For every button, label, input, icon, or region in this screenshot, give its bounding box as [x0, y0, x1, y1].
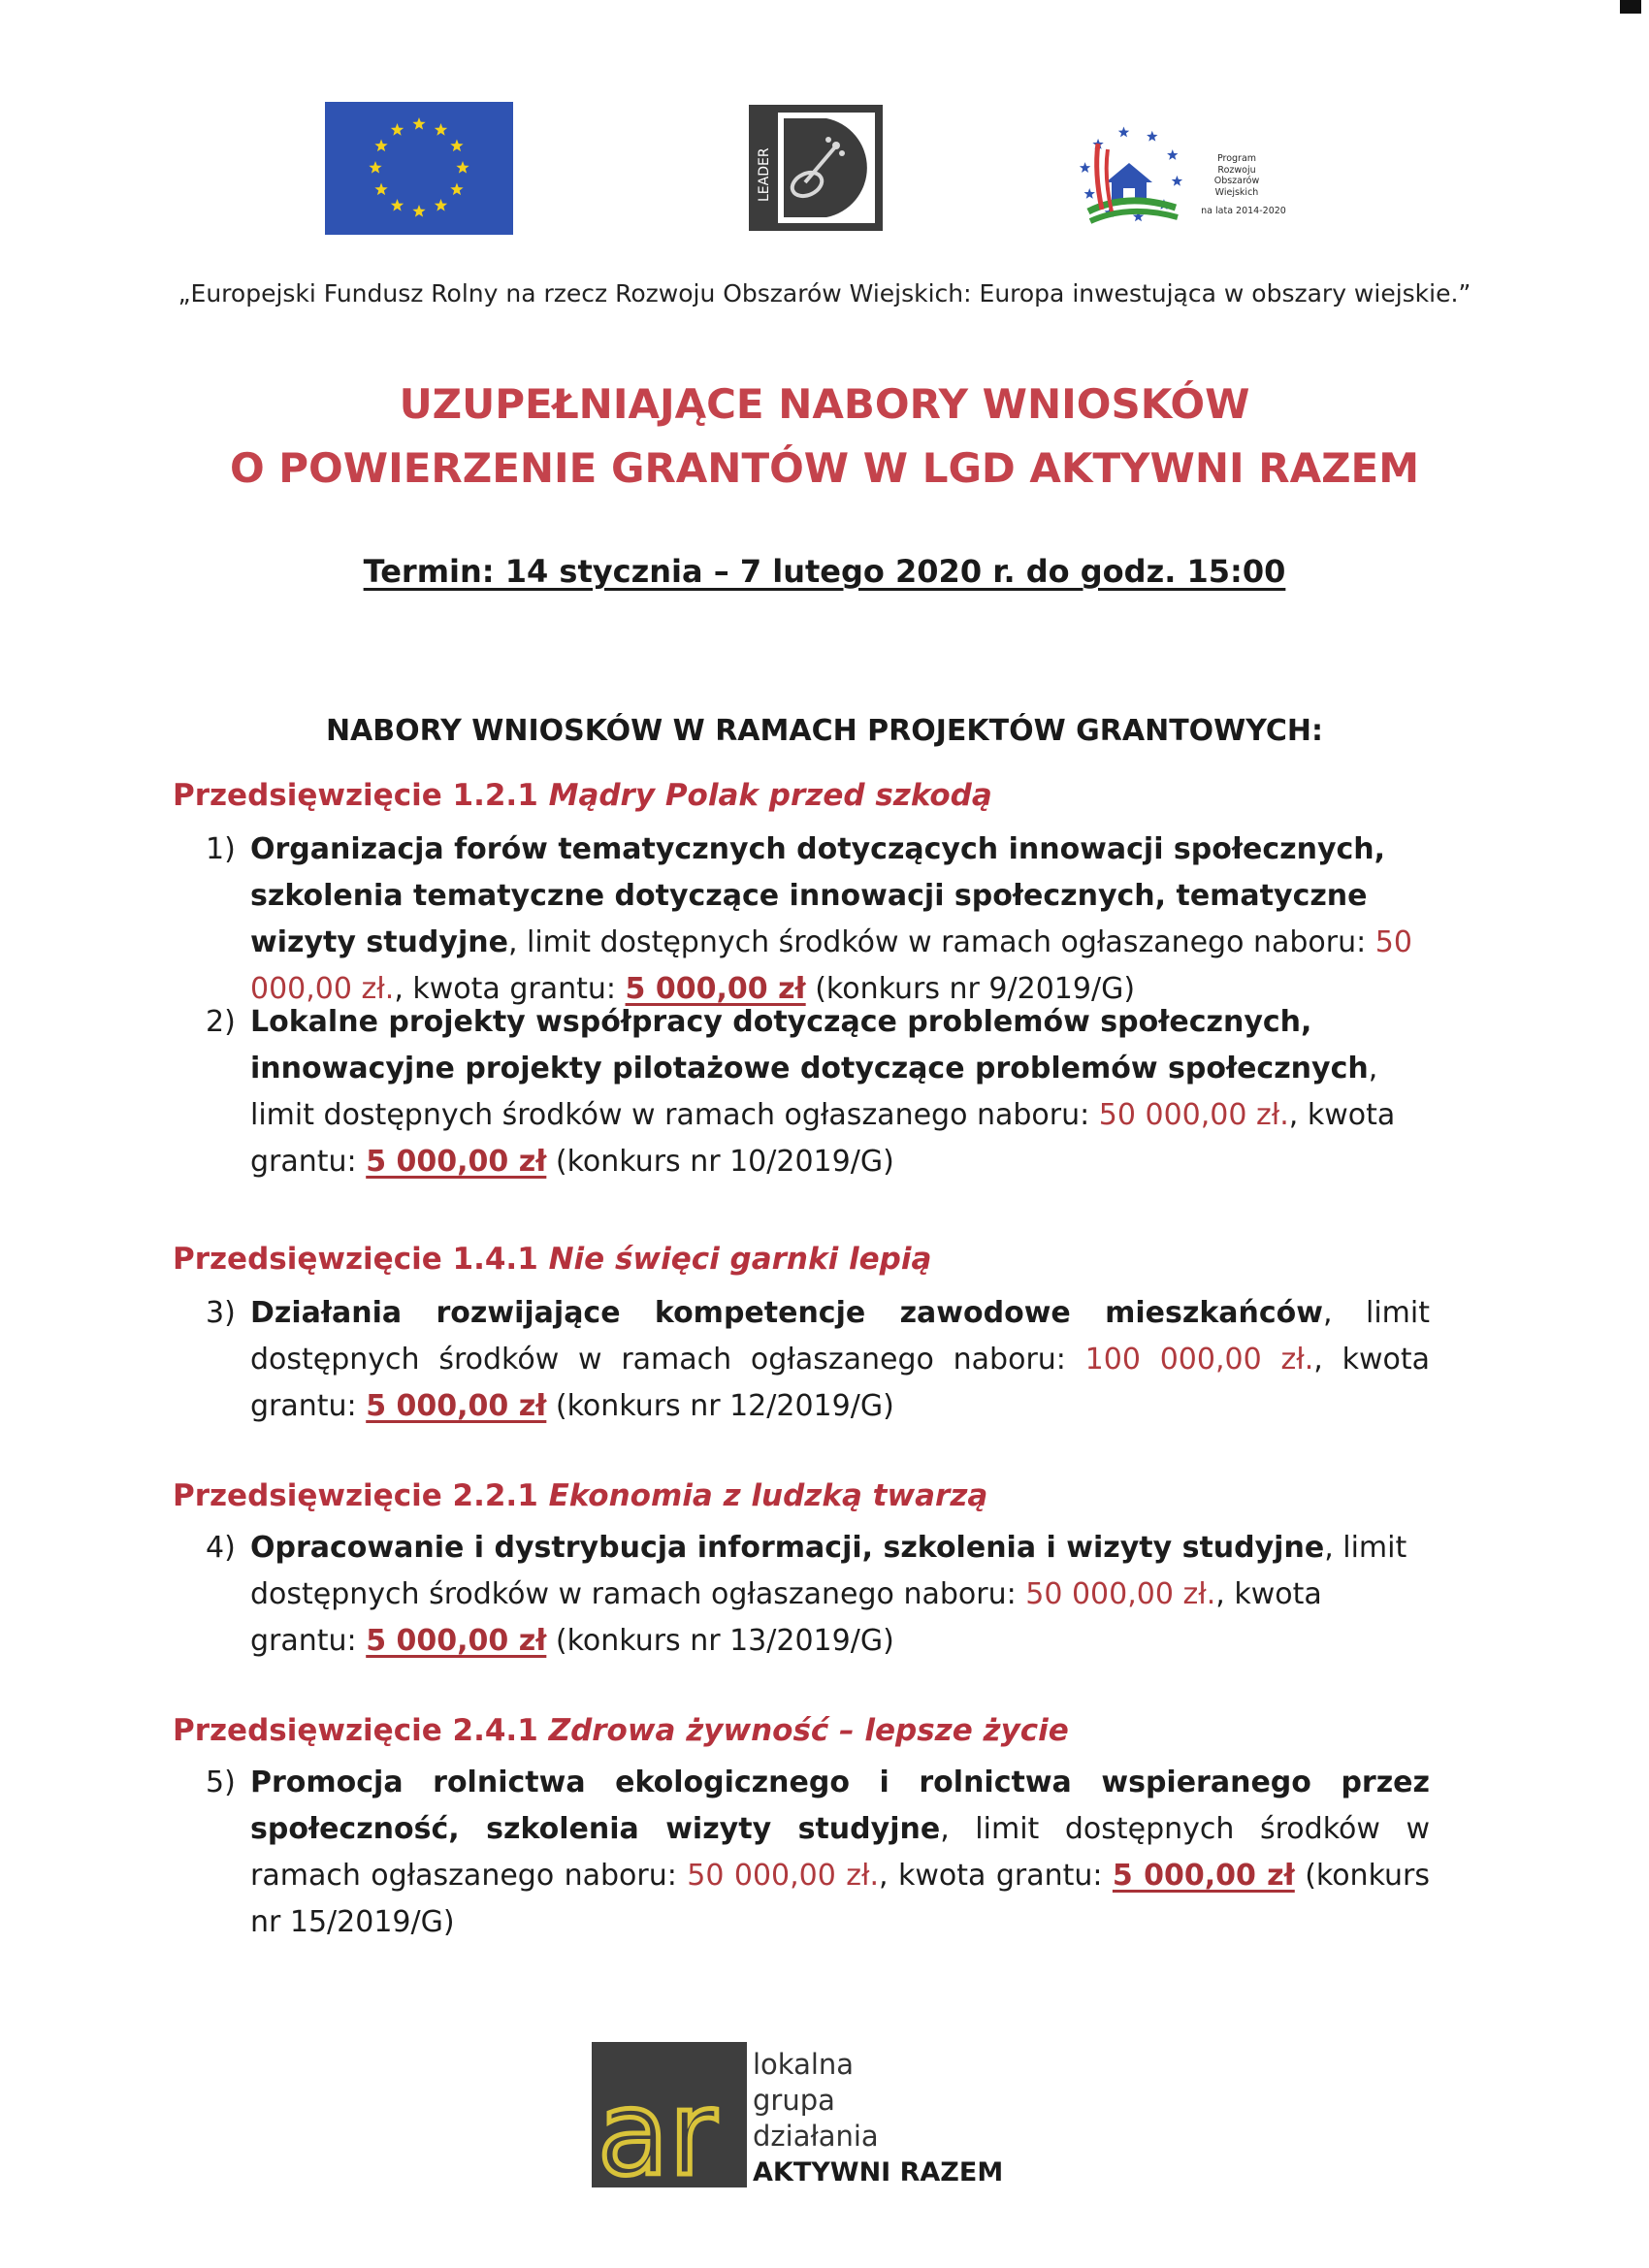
item-grant-text: , kwota grantu:: [250, 1577, 1322, 1658]
item-grant-amount: 5 000,00 zł: [625, 972, 806, 1006]
item-grant-amount: 5 000,00 zł: [1112, 1859, 1295, 1893]
undertaking-heading: [173, 778, 992, 813]
item-grant-amount: 5 000,00 zł: [366, 1624, 547, 1658]
lgd-text-line: działania: [753, 2120, 879, 2153]
section-heading: NABORY WNIOSKÓW W RAMACH PROJEKTÓW GRANTOWYCH:: [325, 714, 1324, 748]
prow-program-text: [1193, 153, 1280, 198]
item-title: Lokalne projekty współpracy dotyczące problemów społecznych, innowacyjne projekty pilotażowe dotyczące problemów społecznych: [250, 1005, 1369, 1085]
item-title: Działania rozwijające kompetencje zawodowe mieszkańców: [250, 1296, 1323, 1330]
page-title-line-2: O POWIERZENIE GRANTÓW W LGD AKTYWNI RAZEM: [229, 444, 1420, 492]
item-limit-amount: 50 000,00 zł.: [250, 925, 1412, 1006]
item-title: Opracowanie i dystrybucja informacji, szkolenia i wizyty studyjne: [250, 1531, 1325, 1565]
undertaking-name: Zdrowa żywność – lepsze życie: [548, 1713, 1069, 1748]
list-item: [206, 1760, 1430, 1946]
prow-star-icon: [1084, 188, 1095, 199]
undertaking-label: Przedsięwzięcie 2.2.1: [173, 1478, 538, 1513]
list-item: [206, 826, 1430, 1013]
prow-years-text: na lata 2014-2020: [1201, 206, 1286, 216]
scan-edge-mark: [1620, 0, 1641, 14]
prow-star-icon: [1172, 176, 1182, 186]
prow-emblem-icon: [1069, 114, 1195, 229]
item-number: 5): [206, 1766, 236, 1799]
undertaking-heading: [173, 1713, 1069, 1748]
lgd-org-name: AKTYWNI RAZEM: [753, 2157, 1004, 2187]
item-grant-text: , kwota grantu:: [394, 972, 626, 1006]
item-contest-number: (konkurs nr 10/2019/G): [546, 1145, 894, 1179]
page-title-line-1: UZUPEŁNIAJĄCE NABORY WNIOSKÓW: [399, 380, 1250, 428]
item-contest-number: (konkurs nr 13/2019/G): [546, 1624, 894, 1658]
item-number: 3): [206, 1296, 236, 1330]
prow-text-line: Program: [1216, 153, 1257, 164]
item-limit-amount: 50 000,00 zł.: [687, 1859, 880, 1893]
lgd-name-block: [753, 2047, 1003, 2190]
prow-star-icon: [1167, 149, 1178, 160]
item-limit-text: , limit dostępnych środków w ramach ogłaszanego naboru:: [250, 1296, 1430, 1377]
prow-text-line: Wiejskich: [1214, 186, 1259, 198]
item-grant-amount: 5 000,00 zł: [366, 1389, 547, 1423]
item-limit-text: , limit dostępnych środków w ramach ogłaszanego naboru:: [250, 1812, 1431, 1893]
prow-star-icon: [1118, 127, 1129, 138]
item-contest-number: (konkurs nr 9/2019/G): [805, 972, 1136, 1006]
lgd-logo-mark: ar: [598, 2067, 717, 2187]
prow-logo: [1069, 114, 1286, 229]
lgd-aktywni-razem-logo: [592, 2042, 747, 2187]
item-limit-text: , limit dostępnych środków w ramach ogłaszanego naboru:: [250, 1052, 1378, 1132]
item-number: 2): [206, 1005, 236, 1039]
item-number: 1): [206, 832, 236, 866]
list-item: [206, 1525, 1430, 1665]
lgd-text-line: grupa: [753, 2084, 835, 2117]
undertaking-name: Ekonomia z ludzką twarzą: [548, 1478, 988, 1513]
undertaking-label: Przedsięwzięcie 1.2.1: [173, 778, 538, 813]
item-title: Promocja rolnictwa ekologicznego i rolnictwa wspieranego przez społeczność, szkolenia wizyty studyjne: [250, 1766, 1430, 1846]
prow-star-icon: [1147, 131, 1157, 142]
undertaking-name: Mądry Polak przed szkodą: [548, 778, 992, 813]
undertaking-heading: [173, 1242, 931, 1277]
undertaking-label: Przedsięwzięcie 2.4.1: [173, 1713, 538, 1748]
list-item: [206, 999, 1430, 1185]
item-limit-text: , limit dostępnych środków w ramach ogłaszanego naboru:: [507, 925, 1375, 959]
prow-star-icon: [1080, 162, 1090, 173]
eu-flag-logo: [325, 102, 513, 235]
item-limit-text: , limit dostępnych środków w ramach ogłaszanego naboru:: [250, 1531, 1407, 1611]
item-grant-text: , kwota grantu:: [879, 1859, 1113, 1893]
undertaking-name: Nie święci garnki lepią: [548, 1242, 932, 1277]
undertaking-heading: [173, 1478, 987, 1513]
leader-logo-text: LEADER: [757, 147, 772, 202]
item-limit-amount: 50 000,00 zł.: [1025, 1577, 1216, 1611]
item-contest-number: (konkurs nr 12/2019/G): [546, 1389, 894, 1423]
undertaking-label: Przedsięwzięcie 1.4.1: [173, 1242, 538, 1277]
prow-text-line: Rozwoju: [1217, 164, 1256, 176]
item-title: Organizacja forów tematycznych dotyczących innowacji społecznych, szkolenia tematyczne dotyczące innowacji społecznych, tematyczne wizyty studyjne: [250, 832, 1386, 959]
item-contest-number: (konkurs nr 15/2019/G): [250, 1859, 1430, 1939]
item-limit-amount: 50 000,00 zł.: [1098, 1098, 1289, 1132]
item-limit-amount: 100 000,00 zł.: [1084, 1343, 1314, 1377]
lgd-text-line: lokalna: [753, 2048, 855, 2081]
prow-text-line: Obszarów: [1213, 176, 1260, 186]
list-item: [206, 1290, 1430, 1430]
eafrd-motto: „Europejski Fundusz Rolny na rzecz Rozwoju Obszarów Wiejskich: Europa inwestująca w obszary wiejskie.”: [178, 279, 1471, 308]
deadline-term: Termin: 14 stycznia – 7 lutego 2020 r. do godz. 15:00: [363, 553, 1286, 590]
item-number: 4): [206, 1531, 236, 1565]
leader-logo: [749, 105, 883, 231]
item-grant-amount: 5 000,00 zł: [366, 1145, 547, 1179]
item-grant-text: , kwota grantu:: [250, 1098, 1396, 1179]
item-grant-text: , kwota grantu:: [250, 1343, 1430, 1423]
